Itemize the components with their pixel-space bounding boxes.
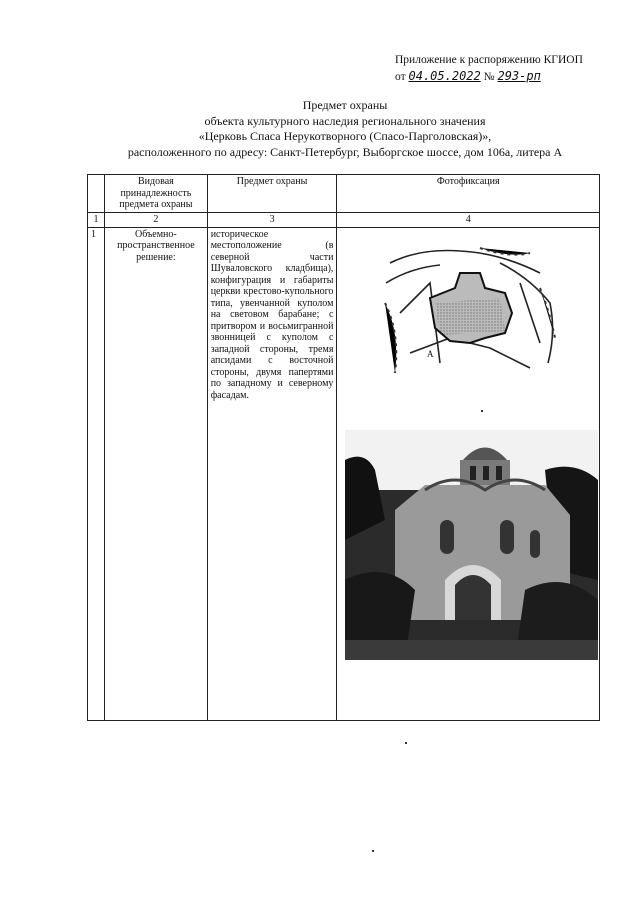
header-cell-photo: Фотофиксация bbox=[337, 175, 600, 213]
document-title bbox=[60, 98, 630, 160]
header-cell-subject: Предмет охраны bbox=[207, 175, 337, 213]
number-cell: 1 bbox=[88, 212, 105, 227]
scan-mark bbox=[372, 850, 374, 852]
plan-label: А bbox=[427, 349, 434, 359]
appendix-date: 04.05.2022 bbox=[408, 69, 481, 83]
scan-mark bbox=[405, 742, 407, 744]
appendix-number: 293-рп bbox=[497, 69, 541, 83]
header-cell-category: Видовая принадлежность предмета охраны bbox=[105, 175, 208, 213]
site-plan-image bbox=[380, 243, 558, 380]
title-line-3: «Церковь Спаса Нерукотворного (Спасо-Парголовская)», bbox=[198, 129, 492, 143]
appendix-date-line bbox=[395, 68, 583, 85]
date-prefix: от bbox=[395, 71, 406, 83]
row-subject: историческое местоположение (в северной части Шуваловского кладбища), конфигурация и габариты церкви крестово-купольного типа, увенчанной куполом на световом барабане; с притвором и восьмигранной звонницей с куполом с западной стороны, тремя апсидами с восточной стороны, двумя папертями по западному и северному фасадам. bbox=[207, 227, 337, 720]
scan-mark bbox=[481, 410, 483, 412]
table-number-row bbox=[88, 212, 600, 227]
row-number: 1 bbox=[88, 227, 105, 720]
number-cell: 4 bbox=[337, 212, 600, 227]
number-prefix: № bbox=[483, 71, 495, 83]
row-category: Объемно-пространственное решение: bbox=[105, 227, 208, 720]
title-line-1: Предмет охраны bbox=[302, 98, 388, 112]
title-line-2: объекта культурного наследия регионального значения bbox=[204, 113, 486, 128]
table-header-row bbox=[88, 175, 600, 213]
appendix-header bbox=[395, 52, 583, 85]
appendix-line: Приложение к распоряжению КГИОП bbox=[395, 54, 583, 66]
church-photo-image bbox=[345, 430, 598, 660]
title-line-4: расположенного по адресу: Санкт-Петербург, Выборгское шоссе, дом 106а, литера А bbox=[127, 144, 563, 159]
number-cell: 3 bbox=[207, 212, 337, 227]
header-cell-index bbox=[88, 175, 105, 213]
number-cell: 2 bbox=[105, 212, 208, 227]
